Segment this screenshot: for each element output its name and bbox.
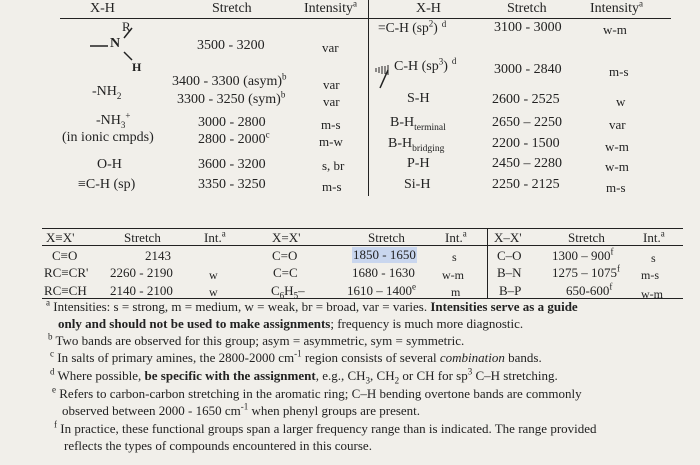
ch-sp3-stretch: 3000 - 2840 — [494, 62, 562, 77]
row1-stretch2-highlighted: 1850 - 1650 — [353, 247, 416, 262]
footnote-e: $^e$ Refers to carbon-carbon stretching in the aromatic ring; C–H bending overtone bands are commonly — [52, 384, 582, 401]
row2-stretch2: 1680 - 1630 — [352, 265, 415, 280]
footnote-b: $^b$ Two bands are observed for this group; asym = asymmetric, sym = symmetric. — [48, 331, 465, 348]
lower-header-stretch1: Stretch — [124, 230, 161, 245]
header-intensity-right: Intensity$^a$ — [590, 0, 643, 16]
footnote-a: $^a$ Intensities: s = strong, m = medium, w = weak, br = broad, var = varies. Intensities serve as a guide — [46, 297, 578, 314]
ch-sp-group: ≡C-H (sp) — [78, 177, 136, 192]
upper-column-divider — [368, 0, 369, 196]
lower-header-int1: Int.$^a$ — [204, 228, 226, 245]
amine-h-label: H — [132, 60, 142, 74]
nh3-intensity-1: m-s — [321, 117, 341, 132]
nh3-intensity-2: m-w — [319, 134, 343, 149]
ch-sp-stretch: 3350 - 3250 — [198, 177, 266, 192]
header-xh-right: X-H — [416, 1, 441, 16]
header-intensity-left: Intensity$^a$ — [304, 0, 357, 16]
bh-terminal-group: $B-H_{terminal}$ — [390, 115, 446, 133]
ch-sp3-group: C-H $(sp^3)$ $^d$ — [394, 56, 457, 74]
row3-int2: m — [451, 285, 461, 299]
row3-int1: w — [209, 285, 218, 299]
bh-bridging-group: $B-H_{bridging}$ — [388, 136, 445, 154]
bh-bridging-intensity: w-m — [605, 139, 629, 154]
row2-stretch3: 1275 – 1075$^f$ — [552, 263, 620, 280]
footnote-d: $^d$ Where possible, be specific with the assignment, e.g., $CH_3$, $CH_2$ or CH for $sp^3$ C–H stretching. — [50, 366, 558, 386]
nh2-asym-stretch: 3400 - 3300 (asym)$^b$ — [172, 71, 287, 89]
row3-stretch2: 1610 – 1400e — [347, 281, 416, 298]
row2-x2: C=C — [273, 265, 298, 280]
lower-header-x1: X≡X' — [46, 230, 75, 245]
ch-sp2-intensity: w-m — [603, 22, 627, 37]
oh-intensity: s, br — [322, 158, 345, 173]
ch-sp2-group: =C-H $(sp^2)$ $^d$ — [378, 18, 447, 35]
nh2-intensity-2: var — [323, 94, 340, 109]
lower-header-x3: X–X' — [494, 230, 522, 245]
row2-int3: m-s — [641, 268, 659, 282]
nh3-stretch-2: 2800 - 2000$^c$ — [198, 129, 270, 147]
amine-n-label: N — [110, 36, 121, 51]
header-xh-left: X-H — [90, 1, 115, 16]
footnote-f: $^f$ In practice, these functional groups span a larger frequency range than is indicated. The range provided — [54, 419, 597, 436]
row3-x2: $C_6H_5-$ — [271, 283, 305, 301]
lower-column-divider — [487, 228, 488, 298]
ph-intensity: w-m — [605, 159, 629, 174]
row1-x1: C≡O — [52, 248, 78, 263]
oh-group: O-H — [97, 157, 122, 172]
row2-int1: w — [209, 268, 218, 282]
row2-x3: B–N — [497, 265, 522, 280]
nh2-intensity-1: var — [323, 77, 340, 92]
row2-stretch1: 2260 - 2190 — [110, 265, 173, 280]
lower-top-rule — [42, 228, 683, 229]
footnote-f-cont: reflects the types of compounds encountered in this course. — [64, 438, 372, 453]
sh-stretch: 2600 - 2525 — [492, 92, 560, 107]
bh-terminal-stretch: 2650 – 2250 — [492, 115, 562, 130]
ph-stretch: 2450 – 2280 — [492, 156, 562, 171]
row3-stretch1: 2140 - 2100 — [110, 283, 173, 298]
lower-header-int2: Int.$^a$ — [445, 228, 467, 245]
footnote-c: $^c$ In salts of primary amines, the 2800-2000 $cm^{-1}$ region consists of several combination bands. — [50, 348, 542, 365]
nh2-group: $-NH_2$ — [92, 84, 122, 101]
ch-sp3-intensity: m-s — [609, 64, 629, 79]
row3-stretch3: 650-600$^f$ — [566, 281, 613, 298]
row1-int2: s — [452, 250, 457, 264]
lower-header-x2: X=X' — [272, 230, 301, 245]
ch-sp2-stretch: 3100 - 3000 — [494, 20, 562, 35]
amine-intensity: var — [322, 40, 339, 55]
header-stretch-right: Stretch — [507, 1, 547, 16]
ch-sp-intensity: m-s — [322, 179, 342, 194]
row1-x3: C–O — [497, 248, 522, 263]
footnote-a-cont: only and should not be used to make assignments; frequency is much more diagnostic. — [58, 316, 524, 331]
nh3-stretch-1: 3000 - 2800 — [198, 115, 266, 130]
lower-header-stretch3: Stretch — [568, 230, 605, 245]
footnote-e-cont: observed between 2000 - 1650 $cm^{-1}$ when phenyl groups are present. — [62, 401, 421, 418]
ph-group: P-H — [407, 156, 430, 171]
sih-group: Si-H — [404, 177, 431, 192]
nh2-sym-stretch: 3300 - 3250 (sym)$^b$ — [177, 89, 286, 107]
lower-header-stretch2: Stretch — [368, 230, 405, 245]
row3-x1: RC≡CH — [44, 283, 87, 298]
amine-stretch: 3500 - 3200 — [197, 38, 265, 53]
row1-stretch1: 2143 — [145, 248, 171, 263]
nh3-note: (in ionic cmpds) — [62, 130, 154, 145]
sih-intensity: m-s — [606, 180, 626, 195]
nh3-group: $-NH_3^+$ — [96, 110, 131, 130]
sh-intensity: w — [616, 94, 626, 109]
row3-x3: B–P — [499, 283, 522, 298]
row3-int3: w-m — [641, 287, 663, 301]
row2-int2: w-m — [442, 268, 464, 282]
oh-stretch: 3600 - 3200 — [198, 157, 266, 172]
row1-int3: s — [651, 251, 656, 265]
bh-terminal-intensity: var — [609, 117, 626, 132]
header-stretch-left: Stretch — [212, 1, 252, 16]
sih-stretch: 2250 - 2125 — [492, 177, 560, 192]
bh-bridging-stretch: 2200 - 1500 — [492, 136, 560, 151]
upper-header-rule — [60, 18, 671, 19]
amine-r-label: R — [122, 19, 131, 34]
row1-stretch3: 1300 – 900$^f$ — [552, 246, 614, 263]
row2-x1: RC≡CR' — [44, 265, 89, 280]
lower-header-int3: Int.$^a$ — [643, 228, 665, 245]
row1-x2: C=O — [272, 248, 298, 263]
sh-group: S-H — [407, 91, 430, 106]
